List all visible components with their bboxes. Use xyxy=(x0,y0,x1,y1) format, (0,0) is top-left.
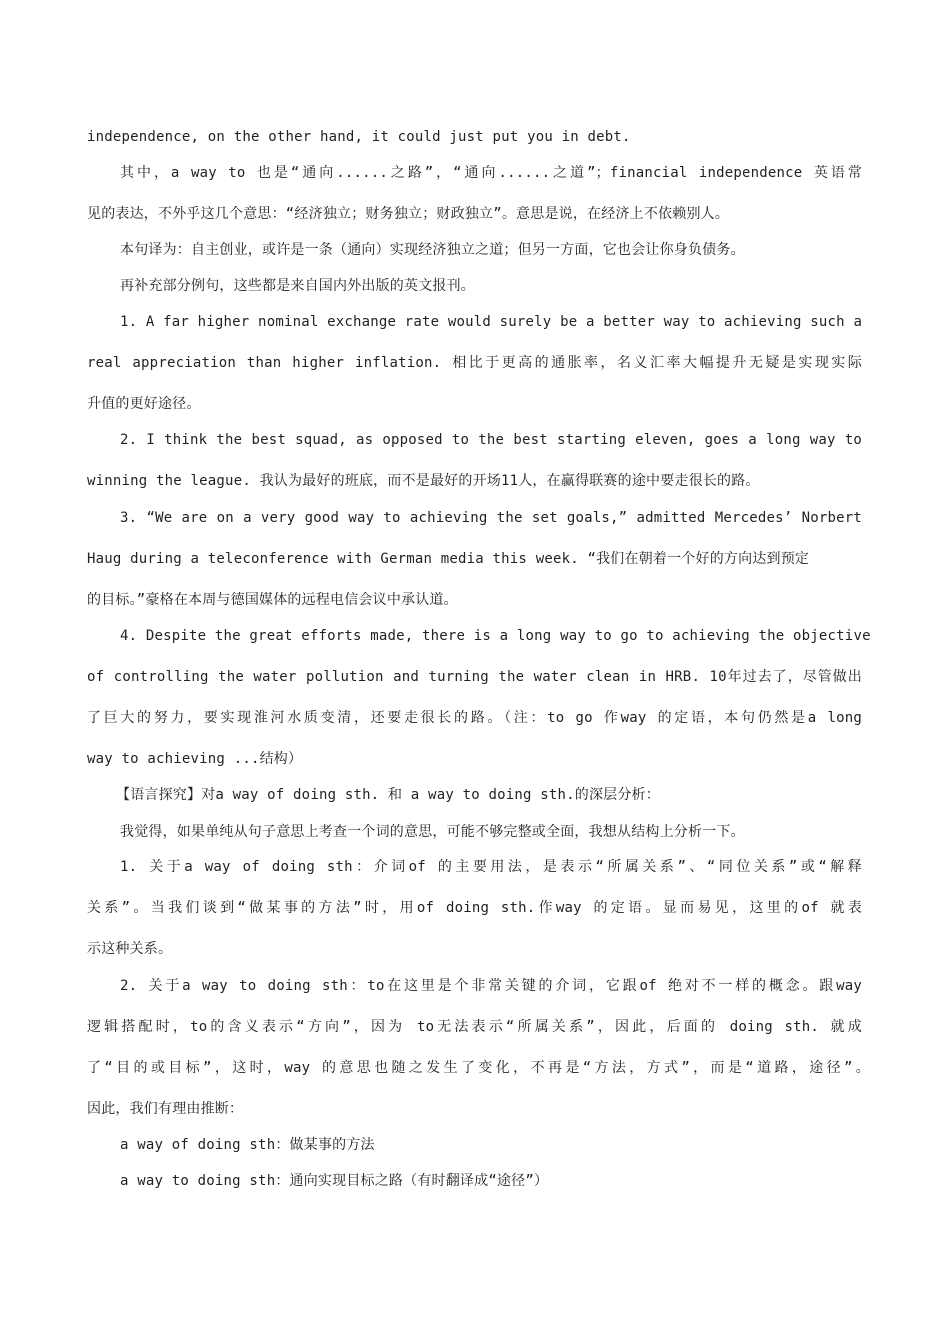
example-line: 的目标。”豪格在本周与德国媒体的远程电信会议中承认道。 xyxy=(87,592,458,608)
example-line: of controlling the water pollution and turning the water clean in HRB. 10年过去了，尽管做出 xyxy=(87,669,862,685)
paragraph-line: 1. 关于a way of doing sth：介词of 的主要用法，是表示“所属关系”、“同位关系”或“解释 xyxy=(120,859,862,875)
example-line: way to achieving ...结构） xyxy=(87,751,303,767)
summary-line: a way to doing sth：通向实现目标之路（有时翻译成“途径”） xyxy=(120,1173,549,1189)
paragraph-line: 本句译为：自主创业，或许是一条（通向）实现经济独立之道；但另一方面，它也会让你身负债务。 xyxy=(120,242,745,258)
paragraph-line: 我觉得，如果单纯从句子意思上考查一个词的意思，可能不够完整或全面，我想从结构上分析一下。 xyxy=(120,824,745,840)
summary-line: a way of doing sth：做某事的方法 xyxy=(120,1137,375,1153)
example-line: 了巨大的努力，要实现淮河水质变清，还要走很长的路。（注：to go 作way 的定语，本句仍然是a long xyxy=(87,710,862,726)
example-line: winning the league. 我认为最好的班底，而不是最好的开场11人，在赢得联赛的途中要走很长的路。 xyxy=(87,473,760,489)
paragraph-line: 见的表达，不外乎这几个意思：“经济独立；财务独立；财政独立”。意思是说，在经济上不依赖别人。 xyxy=(87,206,730,222)
paragraph-line: 因此，我们有理由推断： xyxy=(87,1101,244,1117)
paragraph-line: 其中，a way to 也是“通向......之路”，“通向......之道”；financial independence 英语常 xyxy=(120,165,862,181)
paragraph-line: 2. 关于a way to doing sth：to在这里是个非常关键的介词，它跟of 绝对不一样的概念。跟way xyxy=(120,978,862,994)
example-line: Haug during a teleconference with German media this week. “我们在朝着一个好的方向达到预定 xyxy=(87,551,810,567)
example-line: 升值的更好途径。 xyxy=(87,396,201,412)
paragraph-line: 示这种关系。 xyxy=(87,941,173,957)
paragraph-line: 逻辑搭配时，to的含义表示“方向”，因为 to无法表示“所属关系”，因此，后面的 doing sth. 就成 xyxy=(87,1019,862,1035)
paragraph-line: 再补充部分例句，这些都是来自国内外出版的英文报刊。 xyxy=(120,278,475,294)
section-heading: 【语言探究】对a way of doing sth. 和 a way to doing sth.的深层分析： xyxy=(116,787,660,803)
example-line: 1. A far higher nominal exchange rate would surely be a better way to achieving such a xyxy=(120,314,863,330)
example-line: 2. I think the best squad, as opposed to the best starting eleven, goes a long way to xyxy=(120,432,862,448)
example-line: 3. “We are on a very good way to achieving the set goals,” admitted Mercedes’ Norbert xyxy=(120,510,862,526)
example-line: real appreciation than higher inflation. 相比于更高的通胀率，名义汇率大幅提升无疑是实现实际 xyxy=(87,355,862,371)
paragraph-line: 关系”。当我们谈到“做某事的方法”时，用of doing sth.作way 的定语。显而易见，这里的of 就表 xyxy=(87,900,862,916)
paragraph-line: 了“目的或目标”，这时，way 的意思也随之发生了变化，不再是“方法，方式”，而是“道路，途径”。 xyxy=(87,1060,870,1076)
paragraph-line: independence, on the other hand, it could just put you in debt. xyxy=(87,129,631,145)
example-line: 4. Despite the great efforts made, there is a long way to go to achieving the objective xyxy=(120,628,871,644)
